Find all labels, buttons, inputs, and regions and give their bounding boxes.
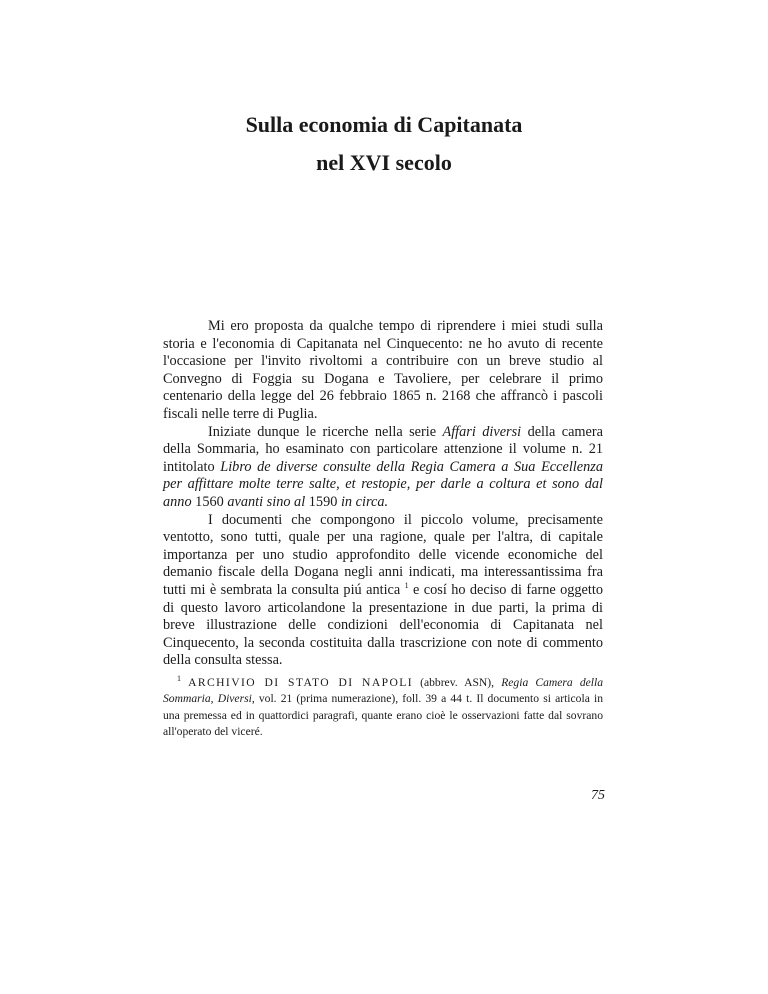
body-text <box>163 318 603 670</box>
p2-text-c: della camera della Sommaria, ho esaminato con particolare attenzione il volume n. 21 intitolato <box>163 423 604 475</box>
footnote-archive: ARCHIVIO DI STATO DI NAPOLI <box>188 676 413 689</box>
page-number: 75 <box>591 788 605 803</box>
title-line-2: nel XVI secolo <box>316 150 452 175</box>
footnote <box>163 675 603 741</box>
p2-italic-avanti: avanti sino al <box>227 493 306 510</box>
p3-text-a: I documenti che compongono il piccolo volume, precisamente ventotto, sono tutti, quale per una ragione, quale per l'altra, di capitale importanza per uno studio approfondito delle vicende economiche del demanio fiscale della Dogana negli anni indicati, ma interessantissima fra tutti mi è sembrata la consulta piú antica <box>163 511 603 598</box>
p2-italic-circa: in circa. <box>340 493 389 510</box>
footnote-reference[interactable]: 1 <box>404 581 409 591</box>
footnote-italic-source: Regia Camera della Sommaria, Diversi <box>163 676 604 706</box>
p2-italic-series: Affari diversi <box>442 423 522 440</box>
paragraph-2 <box>163 424 603 512</box>
paragraph-1: Mi ero proposta da qualche tempo di riprendere i miei studi sulla storia e l'economia di Capitanata nel Cinquecento: ne ho avuto di recente l'occasione per l'invito rivoltomi a contribuire con un breve studio al Convegno di Foggia su Dogana e Tavoliere, per celebrare il primo centenario della legge del 26 febbraio 1865 n. 2168 che affrancò i pascoli fiscali nelle terre di Puglia. <box>163 318 603 422</box>
p2-text-a: Iniziate dunque le ricerche nella serie <box>208 423 437 440</box>
p2-year-end: 1590 <box>308 493 338 510</box>
p2-year-start: 1560 <box>195 493 224 510</box>
title-line-1: Sulla economia di Capitanata <box>245 112 523 137</box>
footnote-text: , vol. 21 (prima numerazione), foll. 39 a 44 t. Il documento si articola in una premessa ed in quattordici paragrafi, quante erano cioè le osservazioni fatte dal sovrano all'operato del viceré. <box>163 692 603 739</box>
p3-text-b: e cosí ho deciso di farne oggetto di questo lavoro articolandone la presentazione in due parti, la prima di breve illustrazione delle condizioni dell'economia di Capitanata nel Cinquecento, la seconda costituita dalla trascrizione con note di commento della consulta stessa. <box>163 581 603 669</box>
paragraph-3 <box>163 512 603 670</box>
footnote-abbrev: (abbrev. ASN), <box>420 676 495 689</box>
p2-italic-book-title: Libro de diverse consulte della Regia Camera a Sua Eccellenza per affittare molte terre salte, et restopie, per darle a coltura et sono dal anno <box>163 458 603 510</box>
footnote-number: 1 <box>177 674 181 684</box>
